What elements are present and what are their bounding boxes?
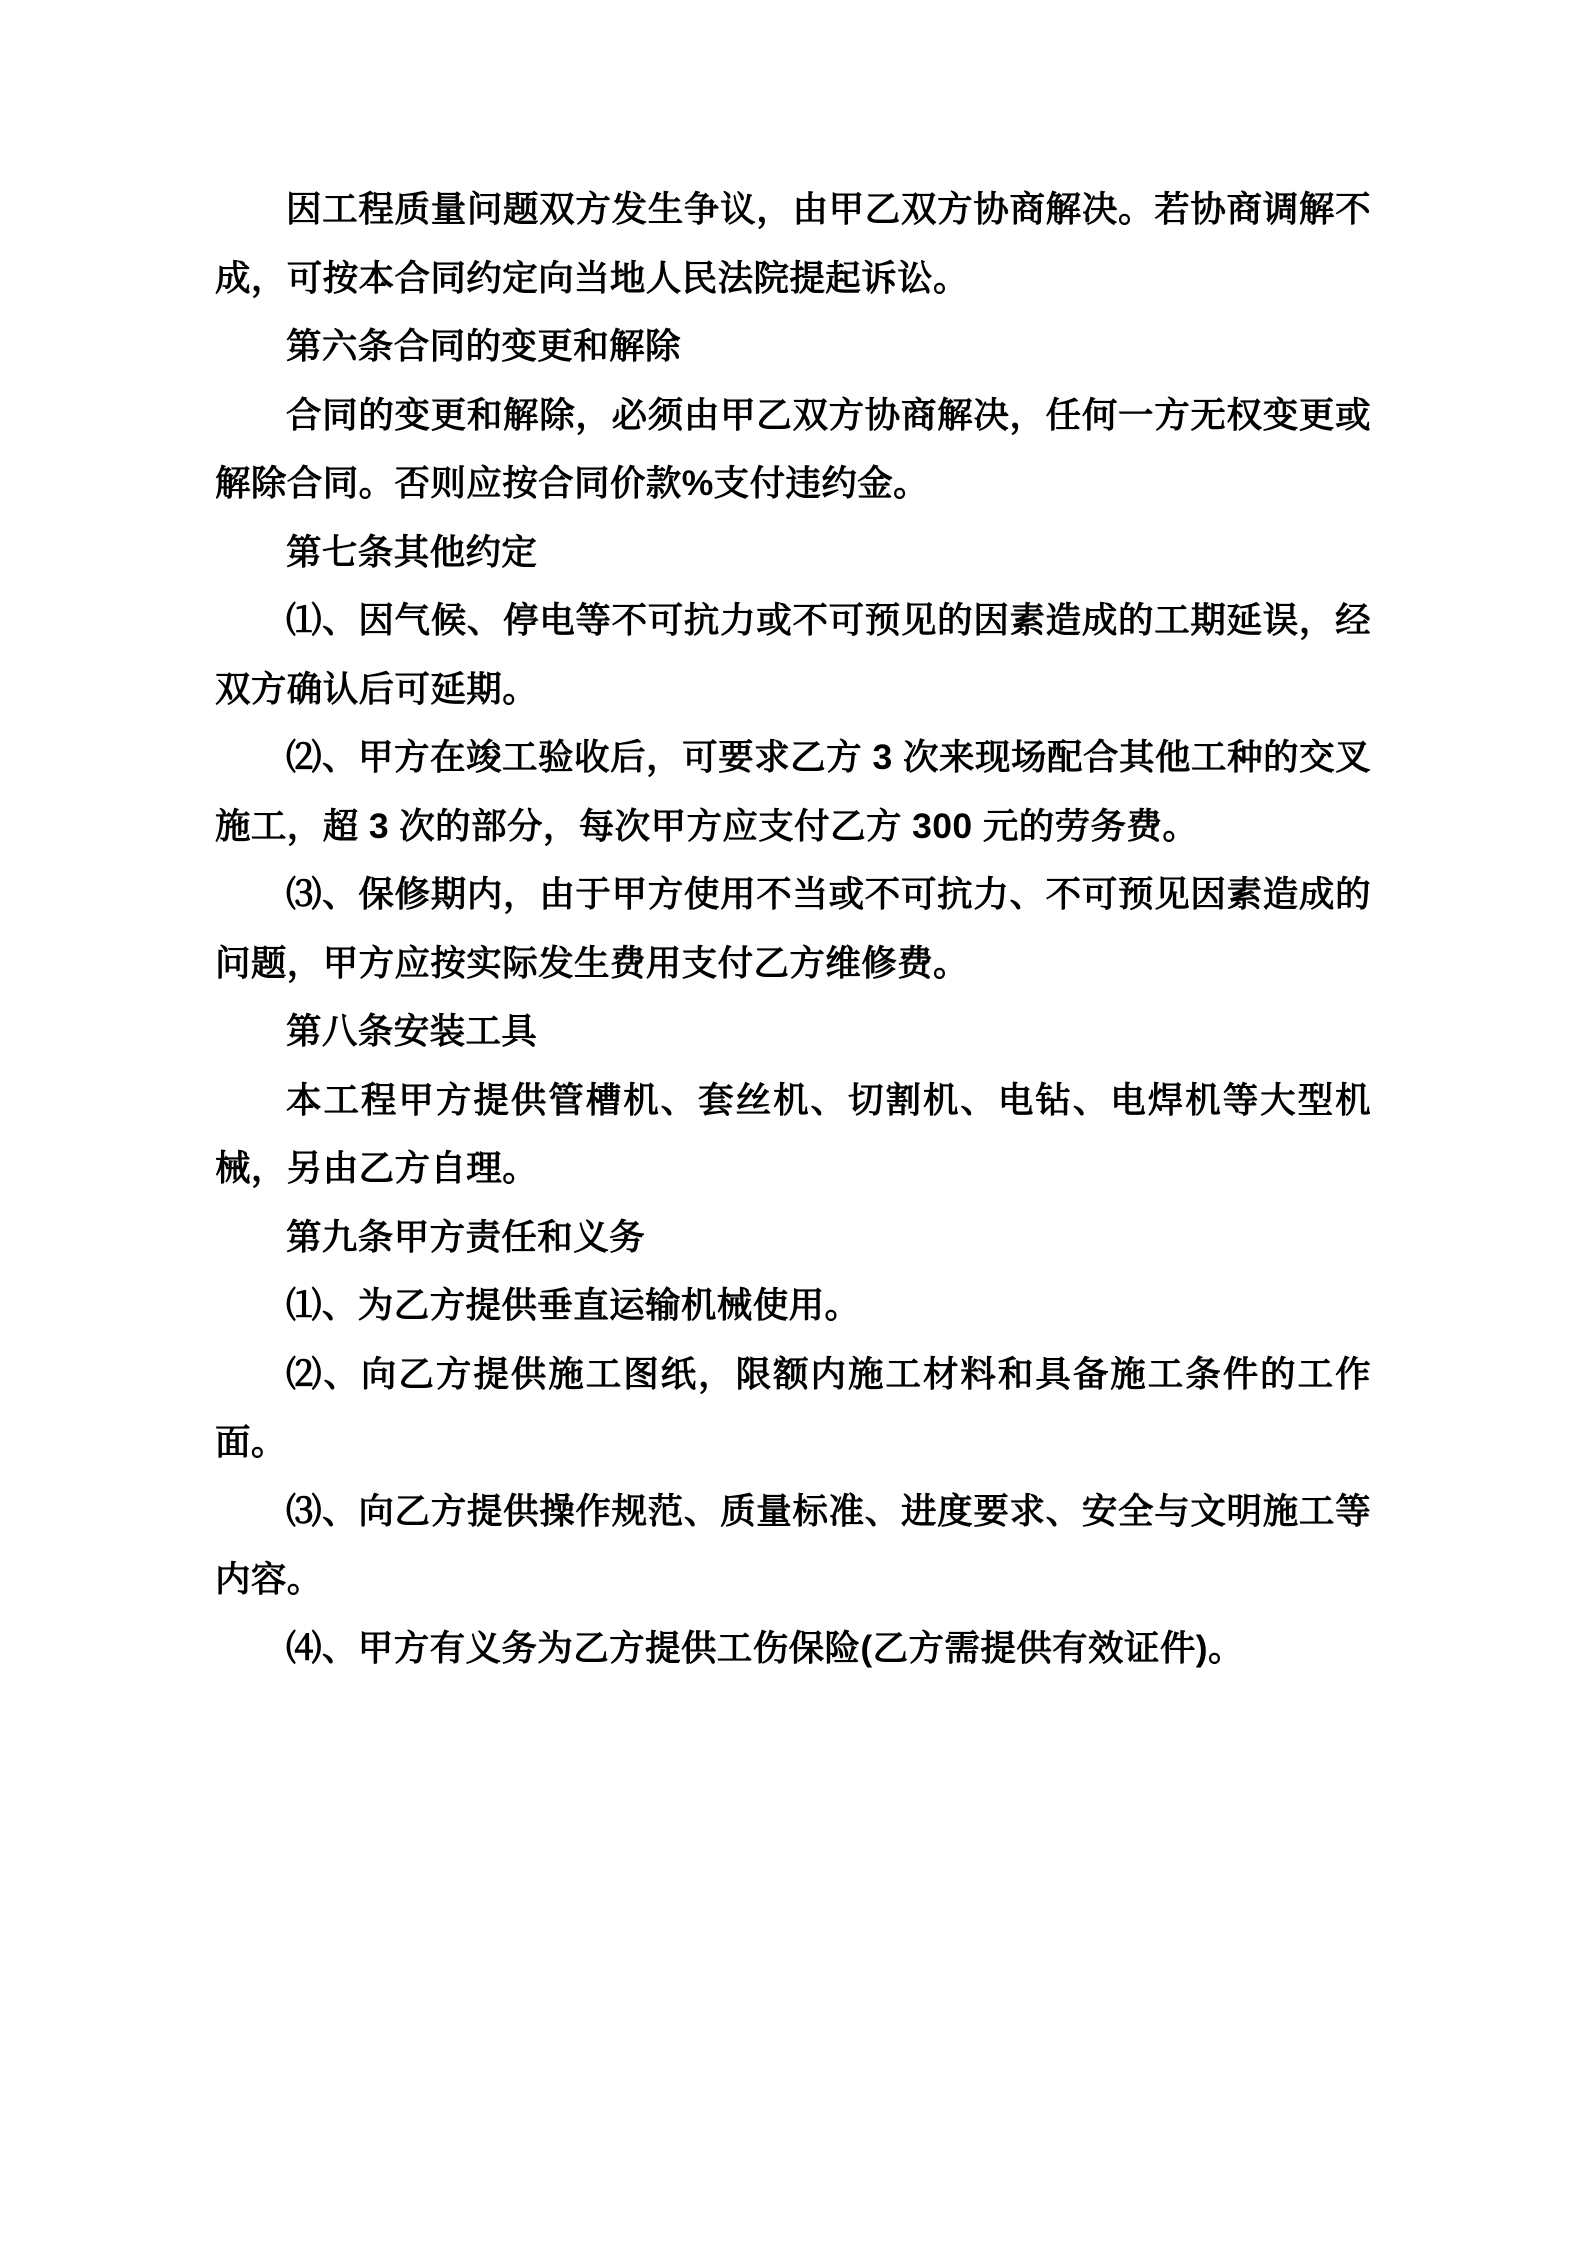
paragraph-item-3: ⑶、向乙方提供操作规范、质量标准、进度要求、安全与文明施工等内容。 — [215, 1490, 1371, 1599]
paragraph: 本工程甲方提供管槽机、套丝机、切割机、电钻、电焊机等大型机械，另由乙方自理。 — [215, 1079, 1371, 1188]
paragraph-heading-article-7: 第七条其他约定 — [286, 531, 538, 572]
paragraph-item-2: ⑵、向乙方提供施工图纸，限额内施工材料和具备施工条件的工作面。 — [215, 1353, 1371, 1462]
paragraph-item-1: ⑴、因气候、停电等不可抗力或不可预见的因素造成的工期延误，经双方确认后可延期。 — [215, 600, 1371, 709]
document-body — [215, 175, 1371, 1682]
paragraph-item-2: ⑵、甲方在竣工验收后，可要求乙方 3 次来现场配合其他工种的交叉施工，超 3 次的部分，每次甲方应支付乙方 300 元的劳务费。 — [215, 737, 1371, 846]
paragraph: 合同的变更和解除，必须由甲乙双方协商解决，任何一方无权变更或解除合同。否则应按合同价款%支付违约金。 — [215, 394, 1371, 503]
paragraph-heading-article-6: 第六条合同的变更和解除 — [286, 326, 681, 366]
paragraph: 因工程质量问题双方发生争议，由甲乙双方协商解决。若协商调解不成，可按本合同约定向当地人民法院提起诉讼。 — [215, 189, 1371, 298]
paragraph-heading-article-9: 第九条甲方责任和义务 — [286, 1216, 646, 1257]
paragraph-item-3: ⑶、保修期内，由于甲方使用不当或不可抗力、不可预见因素造成的问题，甲方应按实际发生费用支付乙方维修费。 — [215, 874, 1371, 983]
paragraph-item-1: ⑴、为乙方提供垂直运输机械使用。 — [286, 1285, 861, 1325]
paragraph-item-4: ⑷、甲方有义务为乙方提供工伤保险(乙方需提供有效证件)。 — [286, 1627, 1244, 1668]
paragraph-heading-article-8: 第八条安装工具 — [286, 1011, 538, 1051]
